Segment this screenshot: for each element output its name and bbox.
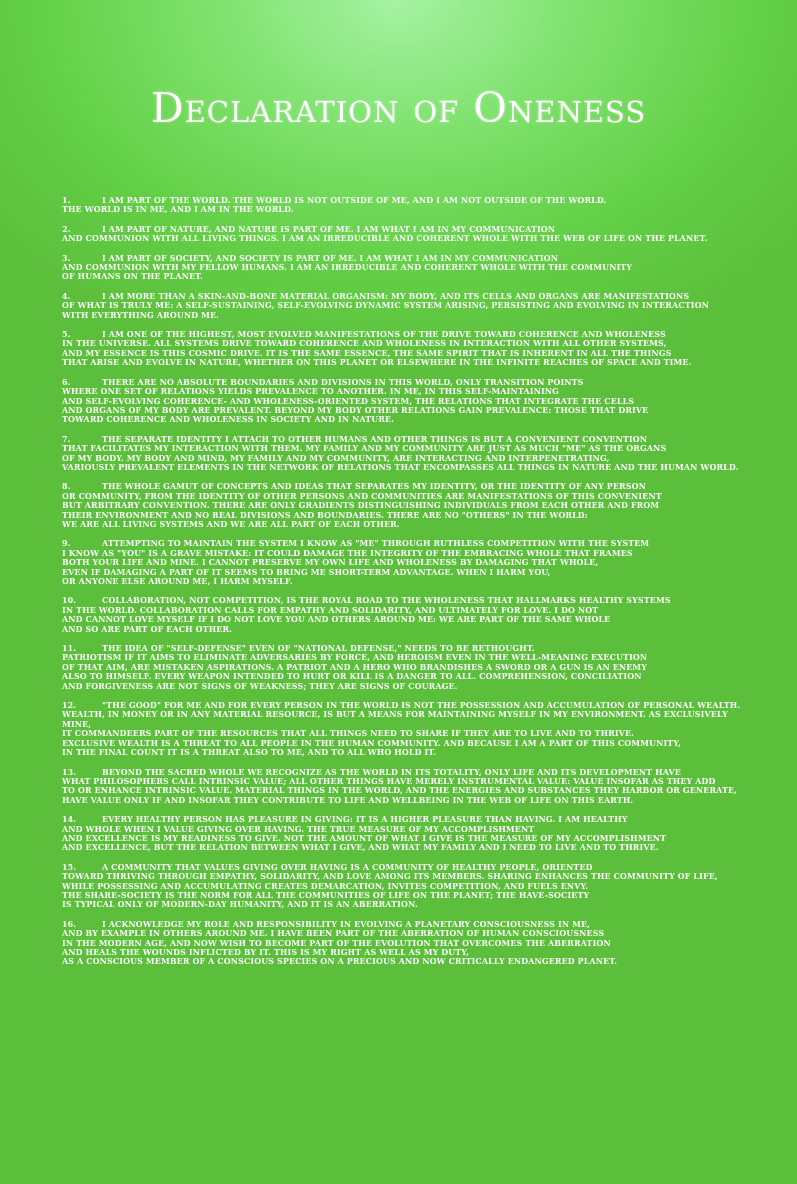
declaration-item	[62, 863, 742, 910]
item-number: 3.	[62, 253, 71, 263]
item-number: 10.	[62, 596, 77, 606]
page-title: Declaration of Oneness	[150, 84, 647, 132]
item-number: 5.	[62, 330, 71, 340]
declaration-item	[62, 815, 742, 853]
item-number: 14.	[62, 815, 77, 825]
declaration-item	[62, 701, 742, 757]
declaration-item	[62, 254, 742, 282]
item-number: 8.	[62, 482, 71, 492]
declaration-item	[62, 596, 742, 634]
item-text: I AM MORE THAN A SKIN-AND-BONE MATERIAL ORGANISM: MY BODY, AND ITS CELLS AND ORGANS ARE MANIFESTATIONS OF WHAT IS TRULY ME: A SELF-SUSTAINING, SELF-EVOLVING DYNAMIC SYSTEM ARISING, PERSISTING AND EVOLVING IN INTERACTION WITH EVERYTHING AROUND ME.	[62, 291, 709, 320]
item-text: THERE ARE NO ABSOLUTE BOUNDARIES AND DIVISIONS IN THIS WORLD, ONLY TRANSITION POINTS WHERE ONE SET OF RELATIONS YIELDS PREVALENCE TO ANOTHER. IN ME, IN THIS SELF-MAINTAINING AND SELF-EVOLVING COHERENCE- AND WHOLENESS-ORIENTED SYSTEM, THE RELATIONS THAT INTEGRATE THE CELLS AND ORGANS OF MY BODY ARE PREVALENT. BEYOND MY BODY OTHER RELATIONS GAIN PREVALENCE: THOSE THAT DRIVE TOWARD COHERENCE AND WHOLENESS IN SOCIETY AND IN NATURE.	[62, 377, 649, 425]
item-text: A COMMUNITY THAT VALUES GIVING OVER HAVING IS A COMMUNITY OF HEALTHY PEOPLE, ORIENTED TOWARD THRIVING THROUGH EMPATHY, SOLIDARITY, AND LOVE AMONG ITS MEMBERS. SHARING ENHANCES THE COMMUNITY OF LIFE, WHILE POSSESSING AND ACCUMULATING CREATES DEMARCATION, INVITES COMPETITION, AND FUELS ENVY. THE SHARE-SOCIETY IS THE NORM FOR ALL THE COMMUNITIES OF LIFE ON THE PLANET; THE HAVE-SOCIETY IS TYPICAL ONLY OF MODERN-DAY HUMANITY, AND IT IS AN ABERRATION.	[62, 862, 718, 910]
item-text: BEYOND THE SACRED WHOLE WE RECOGNIZE AS THE WORLD IN ITS TOTALITY, ONLY LIFE AND ITS DEVELOPMENT HAVE WHAT PHILOSOPHERS CALL INTRINSIC VALUE; ALL OTHER THINGS HAVE MERELY INSTRUMENTAL VALUE: VALUE INSOFAR AS THEY ADD TO OR ENHANCE INTRINSIC VALUE. MATERIAL THINGS IN THE WORLD, AND THE ENERGIES AND SUBSTANCES THEY HARBOR OR GENERATE, HAVE VALUE ONLY IF AND INSOFAR THEY CONTRIBUTE TO LIFE AND WELLBEING IN THE WEB OF LIFE ON THIS EARTH.	[62, 767, 738, 805]
item-text: THE SEPARATE IDENTITY I ATTACH TO OTHER HUMANS AND OTHER THINGS IS BUT A CONVENIENT CONVENTION THAT FACILITATES MY INTERACTION WITH THEM. MY FAMILY AND MY COMMUNITY ARE JUST AS MUCH "ME" AS THE ORGANS OF MY BODY. MY BODY AND MIND, MY FAMILY AND MY COMMUNITY, ARE INTERACTING AND INTERPENETRATING, VARIOUSLY PREVALENT ELEMENTS IN THE NETWORK OF RELATIONS THAT ENCOMPASSES ALL THINGS IN NATURE AND THE HUMAN WORLD.	[62, 434, 739, 472]
item-text: THE WHOLE GAMUT OF CONCEPTS AND IDEAS THAT SEPARATES MY IDENTITY, OR THE IDENTITY OF ANY PERSON OR COMMUNITY, FROM THE IDENTITY OF OTHER PERSONS AND COMMUNITIES ARE MANIFESTATIONS OF THIS CONVENIENT BUT ARBITRARY CONVENTION. THERE ARE ONLY GRADIENTS DISTINGUISHING INDIVIDUALS FROM EACH OTHER AND FROM THEIR ENVIRONMENT AND NO REAL DIVISIONS AND BOUNDARIES. THERE ARE NO "OTHERS" IN THE WORLD: WE ARE ALL LIVING SYSTEMS AND WE ARE ALL PART OF EACH OTHER.	[62, 482, 662, 529]
item-text: ATTEMPTING TO MAINTAIN THE SYSTEM I KNOW AS "ME" THROUGH RUTHLESS COMPETITION WITH THE SYSTEM I KNOW AS "YOU" IS A GRAVE MISTAKE: IT COULD DAMAGE THE INTEGRITY OF THE EMBRACING WHOLE THAT FRAMES BOTH YOUR LIFE AND MINE. I CANNOT PRESERVE MY OWN LIFE AND WHOLENESS BY DAMAGING THAT WHOLE, EVEN IF DAMAGING A PART OF IT SEEMS TO BRING ME SHORT-TERM ADVANTAGE. WHEN I HARM YOU, OR ANYONE ELSE AROUND ME, I HARM MYSELF.	[62, 539, 650, 586]
item-text: I AM PART OF SOCIETY, AND SOCIETY IS PART OF ME. I AM WHAT I AM IN MY COMMUNICATION AND COMMUNION WITH MY FELLOW HUMANS. I AM AN IRREDUCIBLE AND COHERENT WHOLE WITH THE COMMUNITY OF HUMANS ON THE PLANET.	[62, 253, 633, 282]
declaration-item	[62, 330, 742, 368]
item-text: I AM PART OF THE WORLD. THE WORLD IS NOT OUTSIDE OF ME, AND I AM NOT OUTSIDE OF THE WORLD. THE WORLD IS IN ME, AND I AM IN THE WORLD.	[62, 196, 607, 215]
item-number: 4.	[62, 291, 71, 301]
declaration-list	[62, 196, 742, 977]
declaration-item	[62, 225, 742, 244]
item-text: "THE GOOD" FOR ME AND FOR EVERY PERSON IN THE WORLD IS NOT THE POSSESSION AND ACCUMULATION OF PERSONAL WEALTH. WEALTH, IN MONEY OR IN ANY MATERIAL RESOURCE, IS BUT A MEANS FOR MAINTAINING MYSELF IN MY ENVIRONMENT. AS EXCLUSIVELY MINE, IT COMMANDEERS PART OF THE RESOURCES THAT ALL THINGS NEED TO SHARE IF THEY ARE TO LIVE AND TO THRIVE. EXCLUSIVE WEALTH IS A THREAT TO ALL PEOPLE IN THE HUMAN COMMUNITY. AND BECAUSE I AM A PART OF THIS COMMUNITY, IN THE FINAL COUNT IT IS A THREAT ALSO TO ME, AND TO ALL WHO HOLD IT.	[62, 701, 741, 758]
item-text: EVERY HEALTHY PERSON HAS PLEASURE IN GIVING: IT IS A HIGHER PLEASURE THAN HAVING. I AM HEALTHY AND WHOLE WHEN I VALUE GIVING OVER HAVING. THE TRUE MEASURE OF MY ACCOMPLISHMENT AND EXCELLENCE IS MY READINESS TO GIVE. NOT THE AMOUNT OF WHAT I GIVE IS THE MEASURE OF MY ACCOMPLISHMENT AND EXCELLENCE, BUT THE RELATION BETWEEN WHAT I GIVE, AND WHAT MY FAMILY AND I NEED TO LIVE AND TO THRIVE.	[62, 815, 667, 853]
declaration-item	[62, 378, 742, 425]
item-number: 15.	[62, 862, 77, 872]
declaration-item	[62, 196, 742, 215]
declaration-item	[62, 539, 742, 586]
item-number: 16.	[62, 919, 77, 929]
item-number: 1.	[62, 196, 71, 205]
item-number: 11.	[62, 644, 77, 654]
item-number: 7.	[62, 434, 71, 444]
declaration-item	[62, 644, 742, 691]
item-text: I AM ONE OF THE HIGHEST, MOST EVOLVED MANIFESTATIONS OF THE DRIVE TOWARD COHERENCE AND WHOLENESS IN THE UNIVERSE. ALL SYSTEMS DRIVE TOWARD COHERENCE AND WHOLENESS IN INTERACTION WITH ALL OTHER SYSTEMS, AND MY ESSENCE IS THIS COSMIC DRIVE. IT IS THE SAME ESSENCE, THE SAME SPIRIT THAT IS INHERENT IN ALL THE THINGS THAT ARISE AND EVOLVE IN NATURE, WHETHER ON THIS PLANET OR ELSEWHERE IN THE INFINITE REACHES OF SPACE AND TIME.	[62, 330, 692, 368]
declaration-item	[62, 292, 742, 320]
item-text: I ACKNOWLEDGE MY ROLE AND RESPONSIBILITY IN EVOLVING A PLANETARY CONSCIOUSNESS IN ME, AND BY EXAMPLE IN OTHERS AROUND ME. I HAVE BEEN PART OF THE ABERRATION OF HUMAN CONSCIOUSNESS IN THE MODERN AGE, AND NOW WISH TO BECOME PART OF THE EVOLUTION THAT OVERCOMES THE ABERRATION AND HEALS THE WOUNDS INFLICTED BY IT. THIS IS MY RIGHT AS WELL AS MY DUTY, AS A CONSCIOUS MEMBER OF A CONSCIOUS SPECIES ON A PRECIOUS AND NOW CRITICALLY ENDANGERED PLANET.	[62, 919, 618, 967]
item-text: I AM PART OF NATURE, AND NATURE IS PART OF ME. I AM WHAT I AM IN MY COMMUNICATION AND COMMUNION WITH ALL LIVING THINGS. I AM AN IRREDUCIBLE AND COHERENT WHOLE WITH THE WEB OF LIFE ON THE PLANET.	[62, 224, 708, 244]
item-number: 6.	[62, 377, 71, 387]
item-number: 13.	[62, 767, 77, 777]
item-text: COLLABORATION, NOT COMPETITION, IS THE ROYAL ROAD TO THE WHOLENESS THAT HALLMARKS HEALTHY SYSTEMS IN THE WORLD. COLLABORATION CALLS FOR EMPATHY AND SOLIDARITY, AND ULTIMATELY FOR LOVE. I DO NOT AND CANNOT LOVE MYSELF IF I DO NOT LOVE YOU AND OTHERS AROUND ME: WE ARE PART OF THE SAME WHOLE AND SO ARE PART OF EACH OTHER.	[62, 596, 671, 634]
declaration-item	[62, 435, 742, 473]
item-number: 12.	[62, 701, 77, 711]
declaration-item	[62, 920, 742, 967]
item-number: 2.	[62, 224, 71, 234]
declaration-item	[62, 482, 742, 529]
declaration-item	[62, 768, 742, 806]
item-number: 9.	[62, 539, 71, 549]
item-text: THE IDEA OF "SELF-DEFENSE" EVEN OF "NATIONAL DEFENSE," NEEDS TO BE RETHOUGHT. PATRIOTISM IF IT AIMS TO ELIMINATE ADVERSARIES BY FORCE, AND HEROISM EVEN IN THE WELL-MEANING EXECUTION OF THAT AIM, ARE MISTAKEN ASPIRATIONS. A PATRIOT AND A HERO WHO BRANDISHES A SWORD OR A GUN IS AN ENEMY ALSO TO HIMSELF. EVERY WEAPON INTENDED TO HURT OR KILL IS A DANGER TO ALL. COMPREHENSION, CONCILIATION AND FORGIVENESS ARE NOT SIGNS OF WEAKNESS; THEY ARE SIGNS OF COURAGE.	[62, 644, 648, 691]
